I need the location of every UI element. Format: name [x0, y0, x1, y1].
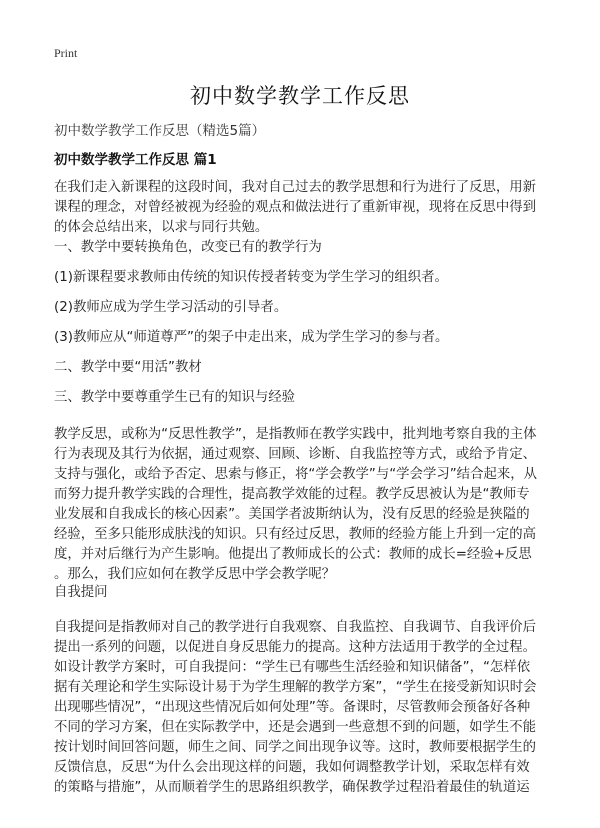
reflection-paragraph: [54, 425, 554, 585]
self-question-paragraph: [54, 618, 554, 798]
print-label: Print: [54, 46, 78, 60]
paragraph-line: 在我们走入新课程的这段时间，我对自己过去的教学思想和行为进行了反思，用新: [54, 180, 537, 195]
heading-1: 一、教学中要转换角色，改变已有的教学行为: [54, 240, 322, 255]
paragraph-line: 业发展和自我成长的核心因素”。美国学者波斯纳认为，没有反思的经验是狭隘的: [54, 507, 530, 522]
paragraph-line: 如设计教学方案时，可自我提问：“学生已有哪些生活经验和知识储备”，“怎样依: [54, 660, 531, 675]
list-item-2: (2)教师应成为学生学习活动的引导者。: [54, 300, 288, 315]
paragraph-line: 。那么，我们应如何在教学反思中学会教学呢？: [54, 567, 336, 582]
paragraph-line: 经验，至多只能形成肤浅的知识。只有经过反思，教师的经验方能上升到一定的高: [54, 527, 537, 542]
heading-self-question: 自我提问: [54, 585, 108, 600]
paragraph-line: 教学反思，或称为“反思性教学”，是指教师在教学实践中，批判地考察自我的主体: [54, 427, 537, 442]
paragraph-line: 的体会总结出来，以求与同行共勉。: [54, 220, 269, 235]
intro-paragraph: [54, 178, 554, 238]
paragraph-line: 据有关理论和学生实际设计易于为学生理解的教学方案”，“学生在接受新知识时会: [54, 680, 537, 695]
paragraph-line: 度，并对后继行为产生影响。他提出了教师成长的公式：教师的成长=经验+反思: [54, 547, 532, 562]
paragraph-line: 出现哪些情况”，“出现这些情况后如何处理”等。备课时，尽管教师会预备好各种: [54, 700, 531, 715]
paragraph-line: 课程的理念，对曾经被视为经验的观点和做法进行了重新审视，现将在反思中得到: [54, 200, 537, 215]
paragraph-line: 而努力提升教学实践的合理性，提高教学效能的过程。教学反思被认为是“教师专: [54, 487, 530, 502]
paragraph-line: 按计划时间回答问题，师生之间、同学之间出现争议等。这时，教师要根据学生的: [54, 740, 537, 755]
heading-3: 三、教学中要尊重学生已有的知识与经验: [54, 390, 296, 405]
paragraph-line: 支持与强化，或给予否定、思索与修正，将“学会教学”与“学会学习”结合起来，从: [54, 467, 538, 482]
document-title: 初中数学教学工作反思: [190, 84, 410, 108]
list-item-1: (1)新课程要求教师由传统的知识传授者转变为学生学习的组织者。: [54, 270, 448, 285]
paragraph-line: 反馈信息，反思“为什么会出现这样的问题，我如何调整教学计划，采取怎样有效: [54, 760, 530, 775]
document-subtitle: 初中数学教学工作反思（精选5篇）: [54, 123, 266, 139]
paragraph-line: 不同的学习方案，但在实际教学中，还是会遇到一些意想不到的问题，如学生不能: [54, 720, 537, 735]
paragraph-line: 行为表现及其行为依据，通过观察、回顾、诊断、自我监控等方式，或给予肯定、: [54, 447, 537, 462]
paragraph-line: 的策略与措施”，从而顺着学生的思路组织教学，确保教学过程沿着最佳的轨道运: [54, 780, 530, 795]
paragraph-line: 提出一系列的问题，以促进自身反思能力的提高。这种方法适用于教学的全过程。: [54, 640, 537, 655]
section-heading: 初中数学教学工作反思 篇1: [54, 152, 217, 168]
paragraph-line: 自我提问是指教师对自己的教学进行自我观察、自我监控、自我调节、自我评价后: [54, 620, 537, 635]
heading-2: 二、教学中要“用活”教材: [54, 360, 202, 375]
list-item-3: (3)教师应从“师道尊严”的架子中走出来，成为学生学习的参与者。: [54, 330, 449, 345]
